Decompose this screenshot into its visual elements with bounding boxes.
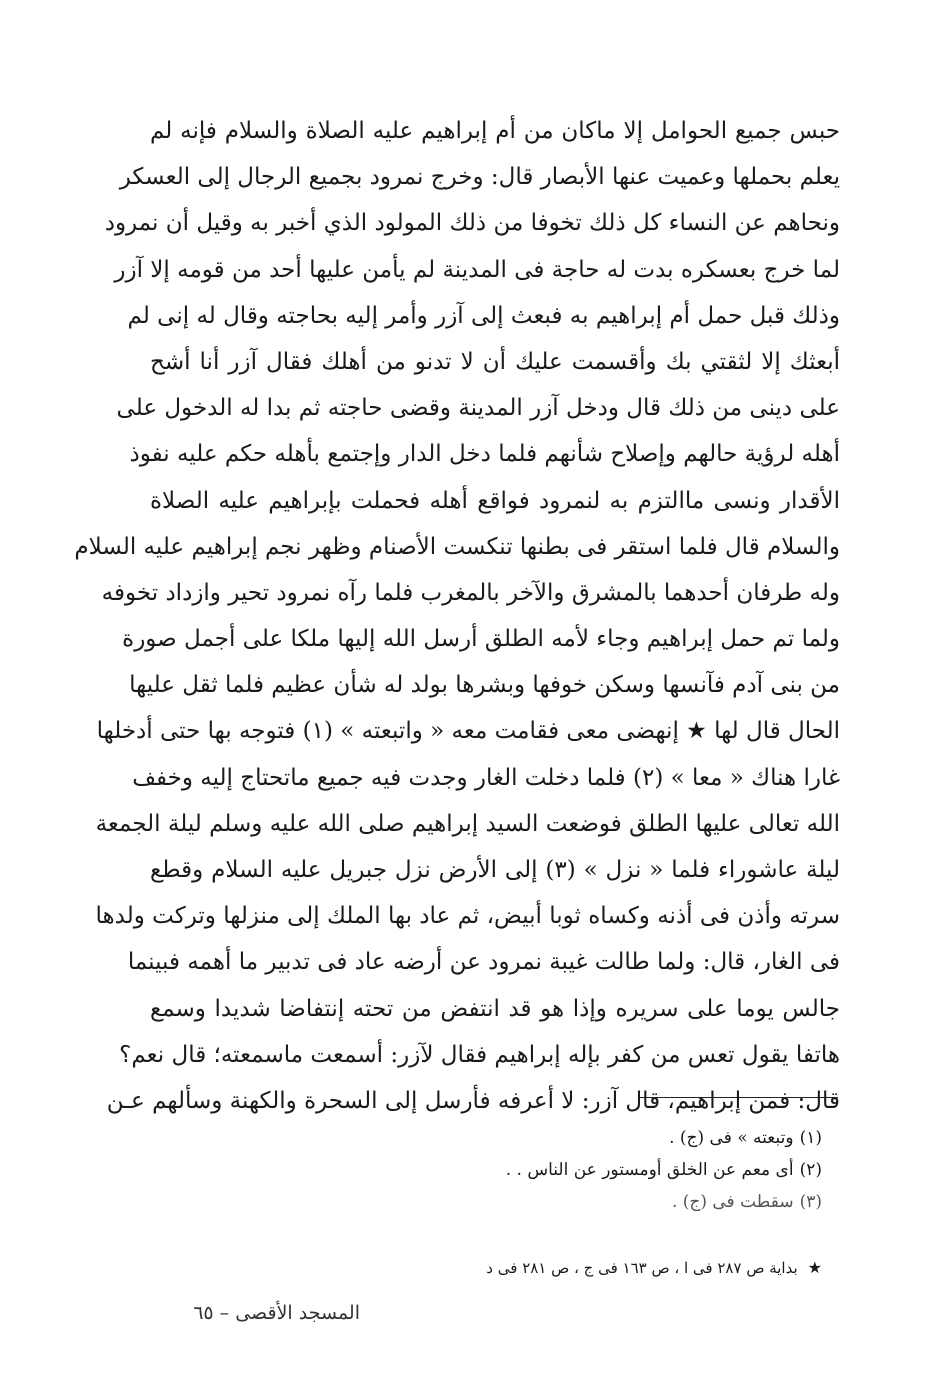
- footnote-2: [300, 1154, 822, 1186]
- text-line: ولما تم حمل إبراهيم وجاء لأمه الطلق أرسل الله إليها ملكا على أجمل صورة: [122, 626, 840, 653]
- text-line: هاتفا يقول تعس من كفر بإله إبراهيم فقال لآزر: أسمعت ماسمعته؛ قال نعم؟: [119, 1041, 840, 1068]
- text-line: من بنى آدم فآنسها وسكن خوفها وبشرها بولد له شأن عظيم فلما ثقل عليها: [129, 672, 840, 699]
- text-line: قال: فمن إبراهيم، قال آزر: لا أعرفه فأرسل إلى السحرة والكهنة وسألهم عـن: [106, 1087, 840, 1114]
- text-line: الحال قال لها ★ إنهضى معى فقامت معه « واتبعته » (١) فتوجه بها حتى أدخلها: [96, 718, 840, 745]
- text-line: سرته وأذن فى أذنه وكساه ثوبا أبيض، ثم عاد بها الملك إلى منزلها وتركت ولدها: [95, 903, 840, 930]
- text-line: على دينى من ذلك قال ودخل آزر المدينة وقضى حاجته ثم بدا له الدخول على: [116, 395, 840, 422]
- marker-note-text: بداية ص ٢٨٧ فى ا ، ص ١٦٣ فى ج ، ص ٢٨١ فى د: [486, 1259, 798, 1277]
- text-line: أهله لرؤية حالهم وإصلاح شأنهم فلما دخل الدار وإجتمع بأهله حكم عليه نفوذ: [129, 441, 840, 468]
- text-line: غارا هناك « معا » (٢) فلما دخلت الغار وجدت فيه جميع ماتحتاج إليه وخفف: [132, 764, 840, 791]
- main-text: [74, 108, 840, 1124]
- footnote-text: سقطت فى (ج) .: [671, 1192, 794, 1212]
- text-line: جالس يوما على سريره وإذا هو قد انتفض من تحته إنتفاضا شديدا وسمع: [150, 995, 840, 1022]
- footnotes: [300, 1122, 822, 1218]
- footnote-1: [300, 1122, 822, 1154]
- text-line: حبس جميع الحوامل إلا ماكان من أم إبراهيم عليه الصلاة والسلام فإنه لم: [150, 118, 840, 144]
- footnote-number: (١): [799, 1128, 822, 1148]
- text-line: ونحاهم عن النساء كل ذلك تخوفا من ذلك المولود الذي أخبر به وقيل أن نمرود: [104, 210, 840, 237]
- text-line: لما خرج بعسكره بدت له حاجة فى المدينة لم يأمن عليها أحد من قومه إلا آزر: [114, 256, 840, 283]
- page-marker-note: [330, 1258, 822, 1277]
- footnote-3: [300, 1186, 822, 1218]
- page-footer: المسجد الأقصى – ٦٥: [193, 1302, 360, 1324]
- text-line: وذلك قبل حمل أم إبراهيم به فبعث إلى آزر وأمر إليه بحاجته وقال له إنى لم: [127, 302, 840, 329]
- text-line: الأقدار ونسى ماالتزم به لنمرود فواقع أهله فحملت بإبراهيم عليه الصلاة: [150, 487, 840, 514]
- footnote-number: (٢): [799, 1160, 822, 1180]
- footnote-number: (٣): [799, 1192, 822, 1212]
- footnote-text: وتبعته » فى (ج) .: [669, 1128, 794, 1148]
- text-line: يعلم بحملها وعميت عنها الأبصار قال: وخرج نمرود بجميع الرجال إلى العسكر: [119, 164, 840, 191]
- text-line: الله تعالى عليها الطلق فوضعت السيد إبراهيم صلى الله عليه وسلم ليلة الجمعة: [95, 810, 840, 837]
- text-line: والسلام قال فلما استقر فى بطنها تنكست الأصنام وظهر نجم إبراهيم عليه السلام: [74, 533, 840, 560]
- text-line: أبعثك إلا لثقتي بك وأقسمت عليك أن لا تدنو من أهلك فقال آزر أنا أشح: [150, 348, 840, 375]
- star-icon: ★: [807, 1258, 822, 1277]
- text-line: فى الغار، قال: ولما طالت غيبة نمرود عن أرضه عاد فى تدبير ما أهمه فبينما: [127, 949, 840, 976]
- footnote-separator: [638, 1097, 838, 1098]
- text-line: وله طرفان أحدهما بالمشرق والآخر بالمغرب فلما رآه نمرود تحير وازداد تخوفه: [101, 579, 840, 606]
- footnote-text: أى معم عن الخلق أومستور عن الناس . .: [505, 1160, 794, 1180]
- text-line: ليلة عاشوراء فلما « نزل » (٣) إلى الأرض نزل جبريل عليه السلام وقطع: [150, 857, 840, 883]
